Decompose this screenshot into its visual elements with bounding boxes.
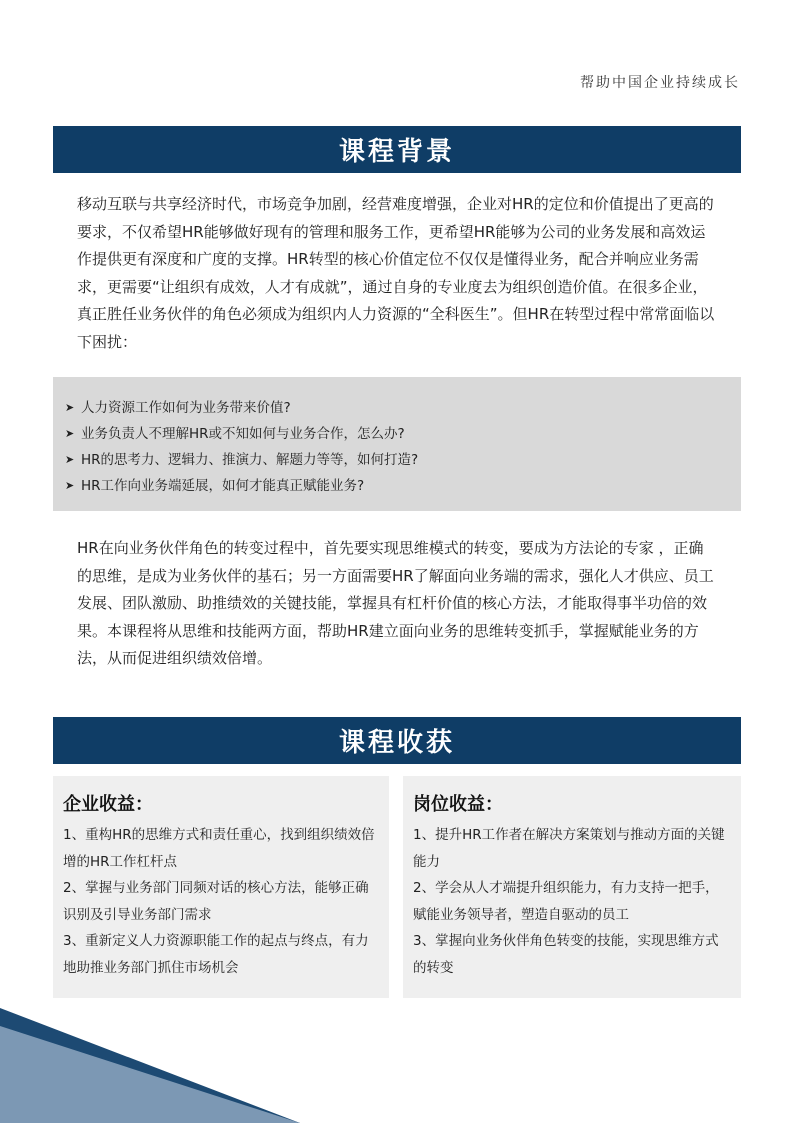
list-item: 3、掌握向业务伙伴角色转变的技能，实现思维方式的转变 (413, 933, 719, 976)
section-title: 课程收获 (338, 728, 455, 758)
arrow-bullet-icon: ➤ (65, 479, 75, 492)
summary-text: HR在向业务伙伴角色的转变过程中，首先要实现思维模式的转变，要成为方法论的专家 ，正确的思维，是成为业务伙伴的基石；另一方面需要HR了解面向业务端的需求，强化人才供应、员工发展、团队激励、助推绩效的关键技能，掌握具有杠杆价值的核心方法，才能取得事半功倍的效果。本课程将从思维和技能两方面，帮助HR建立面向业务的思维转变抓手，掌握赋能业务的方法，从而促进组织绩效倍增。 (77, 539, 714, 667)
summary-paragraph (77, 535, 717, 673)
section-banner-gains (53, 717, 741, 764)
list-item: 1、重构HR的思维方式和责任重心，找到组织绩效倍增的HR工作杠杆点 (63, 827, 375, 870)
decorative-corner-triangles (0, 1008, 320, 1123)
list-item (53, 473, 741, 499)
list-item: 3、重新定义人力资源职能工作的起点与终点，有力地助推业务部门抓住市场机会 (63, 933, 369, 976)
position-gains-card (403, 776, 741, 998)
arrow-bullet-icon: ➤ (65, 453, 75, 466)
enterprise-gains-list (63, 822, 379, 981)
question-text: 人力资源工作如何为业务带来价值? (81, 400, 291, 416)
intro-text: 移动互联与共享经济时代，市场竞争加剧，经营难度增强，企业对HR的定位和价值提出了更高的要求，不仅希望HR能够做好现有的管理和服务工作，更希望HR能够为公司的业务发展和高效运作提供更有深度和广度的支撑。HR转型的核心价值定位不仅仅是懂得业务，配合并响应业务需求，更需要“让组织有成效，人才有成就”，通过自身的专业度去为组织创造价值。在很多企业，真正胜任业务伙伴的角色必须成为组织内人力资源的“全科医生”。但HR在转型过程中常常面临以下困扰： (77, 195, 715, 351)
arrow-bullet-icon: ➤ (65, 401, 75, 414)
list-item: 2、掌握与业务部门同频对话的核心方法，能够正确识别及引导业务部门需求 (63, 880, 369, 923)
card-heading: 岗位收益： (413, 794, 503, 815)
intro-paragraph (77, 191, 717, 356)
questions-list (53, 395, 741, 499)
position-gains-list (413, 822, 731, 981)
enterprise-gains-card (53, 776, 389, 998)
arrow-bullet-icon: ➤ (65, 427, 75, 440)
question-text: HR的思考力、逻辑力、推演力、解题力等等，如何打造? (81, 452, 419, 468)
list-item (53, 395, 741, 421)
card-heading: 企业收益： (63, 794, 153, 815)
list-item (53, 421, 741, 447)
list-item: 2、学会从人才端提升组织能力，有力支持一把手，赋能业务领导者，塑造自驱动的员工 (413, 880, 719, 923)
list-item (53, 447, 741, 473)
tagline: 帮助中国企业持续成长 (580, 75, 740, 91)
list-item: 1、提升HR工作者在解决方案策划与推动方面的关键能力 (413, 827, 725, 870)
section-title: 课程背景 (338, 137, 455, 167)
questions-box (53, 377, 741, 511)
question-text: 业务负责人不理解HR或不知如何与业务合作，怎么办? (81, 426, 405, 442)
question-text: HR工作向业务端延展，如何才能真正赋能业务? (81, 478, 365, 494)
section-banner-background (53, 126, 741, 173)
